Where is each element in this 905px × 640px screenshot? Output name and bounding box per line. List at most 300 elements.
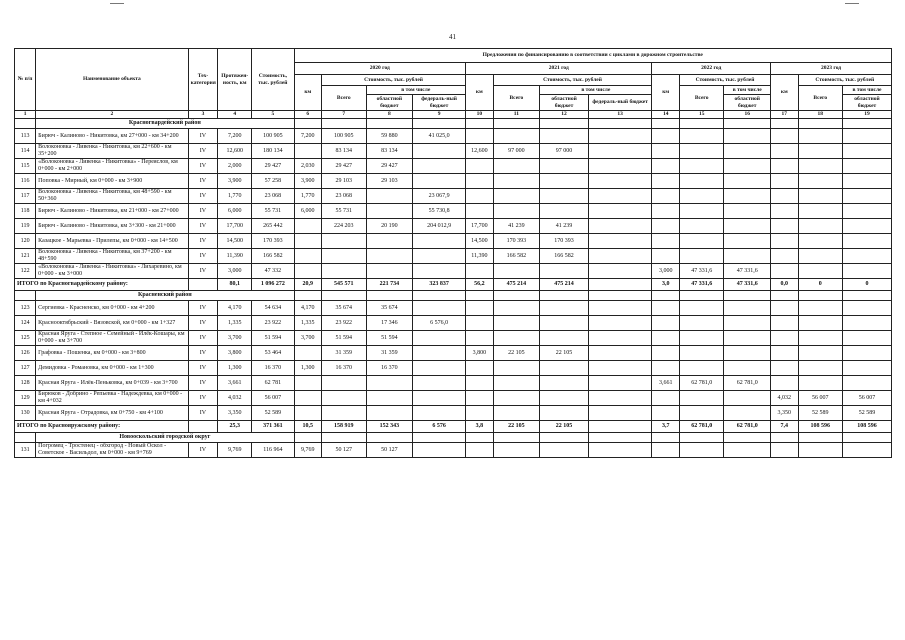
table-cell xyxy=(679,331,723,346)
table-cell xyxy=(724,391,771,406)
object-name: Бирюч - Калиново - Никитовка, км 3+300 - км 21+000 xyxy=(36,219,188,234)
table-cell xyxy=(679,443,723,458)
table-row xyxy=(15,159,892,174)
table-cell: 7,200 xyxy=(218,129,252,144)
table-cell: IV xyxy=(188,391,218,406)
table-cell: 51 594 xyxy=(322,331,366,346)
district-total-row xyxy=(15,279,892,291)
scan-mark xyxy=(845,3,859,4)
district-total-row xyxy=(15,421,892,433)
table-cell xyxy=(679,174,723,189)
table-cell xyxy=(652,316,680,331)
table-cell xyxy=(724,249,771,264)
table-cell: 17,700 xyxy=(466,219,494,234)
table-cell xyxy=(652,361,680,376)
table-cell xyxy=(493,376,540,391)
table-cell xyxy=(843,443,892,458)
table-cell: 6 576,0 xyxy=(413,316,466,331)
total-cell: 221 734 xyxy=(366,279,413,291)
table-cell: 3,900 xyxy=(218,174,252,189)
table-cell xyxy=(679,219,723,234)
table-cell: 56 007 xyxy=(843,391,892,406)
header-including: в том числе xyxy=(540,86,652,95)
table-cell xyxy=(466,264,494,279)
total-cell: 80,1 xyxy=(218,279,252,291)
table-cell xyxy=(771,144,799,159)
table-cell: 3,000 xyxy=(652,264,680,279)
table-cell: 23 067,9 xyxy=(413,189,466,204)
table-cell: IV xyxy=(188,189,218,204)
column-number: 17 xyxy=(771,111,799,119)
table-cell xyxy=(771,129,799,144)
table-cell xyxy=(493,204,540,219)
table-cell xyxy=(724,331,771,346)
table-row xyxy=(15,264,892,279)
table-cell xyxy=(588,316,652,331)
object-name: Красная Яруга - Отрадовка, км 0+750 - км 4+100 xyxy=(36,406,188,421)
table-cell: 100 905 xyxy=(252,129,294,144)
column-number: 16 xyxy=(724,111,771,119)
row-number: 125 xyxy=(15,331,36,346)
table-cell xyxy=(466,129,494,144)
table-cell xyxy=(294,346,322,361)
table-cell xyxy=(679,346,723,361)
table-cell xyxy=(771,264,799,279)
table-cell: 4,032 xyxy=(218,391,252,406)
header-cost-2022: Стоимость, тыс. рублей xyxy=(679,75,770,86)
table-cell: 6,000 xyxy=(294,204,322,219)
table-cell: 4,170 xyxy=(294,301,322,316)
table-cell xyxy=(588,249,652,264)
table-cell xyxy=(588,391,652,406)
table-cell xyxy=(322,264,366,279)
column-number: 13 xyxy=(588,111,652,119)
table-cell: 62 781,0 xyxy=(724,376,771,391)
row-number: 124 xyxy=(15,316,36,331)
table-cell: 3,350 xyxy=(218,406,252,421)
table-cell xyxy=(652,301,680,316)
table-cell xyxy=(652,159,680,174)
total-cell: 6 576 xyxy=(413,421,466,433)
row-number: 113 xyxy=(15,129,36,144)
table-cell xyxy=(588,264,652,279)
total-cell: 158 919 xyxy=(322,421,366,433)
table-row xyxy=(15,331,892,346)
row-number: 119 xyxy=(15,219,36,234)
table-cell xyxy=(798,301,842,316)
table-cell xyxy=(294,249,322,264)
table-cell: IV xyxy=(188,129,218,144)
table-row xyxy=(15,346,892,361)
total-cell: 47 331,6 xyxy=(724,279,771,291)
object-name: Красная Яруга - Илёк-Пеньковка, км 0+039 - км 3+700 xyxy=(36,376,188,391)
table-cell xyxy=(724,174,771,189)
road-financing-table xyxy=(14,48,892,458)
total-cell: 56,2 xyxy=(466,279,494,291)
table-cell xyxy=(466,406,494,421)
table-cell xyxy=(540,204,589,219)
column-number: 14 xyxy=(652,111,680,119)
row-number: 123 xyxy=(15,301,36,316)
table-cell: 97 000 xyxy=(493,144,540,159)
total-cell: 152 343 xyxy=(366,421,413,433)
table-cell xyxy=(294,376,322,391)
table-cell xyxy=(724,204,771,219)
table-cell xyxy=(679,189,723,204)
table-cell xyxy=(771,346,799,361)
table-cell xyxy=(679,144,723,159)
table-cell xyxy=(466,391,494,406)
object-name: «Волоконовка - Ливенка - Никитовка» - Переяслов, км 0+000 - км 2+000 xyxy=(36,159,188,174)
table-cell: 55 730,8 xyxy=(413,204,466,219)
table-cell: 3,661 xyxy=(652,376,680,391)
header-regional: областной бюджет xyxy=(843,95,892,111)
table-cell xyxy=(493,443,540,458)
table-cell: 265 442 xyxy=(252,219,294,234)
table-cell xyxy=(652,129,680,144)
table-cell xyxy=(413,331,466,346)
table-cell: IV xyxy=(188,406,218,421)
row-number: 127 xyxy=(15,361,36,376)
table-cell xyxy=(652,204,680,219)
table-cell: IV xyxy=(188,219,218,234)
column-number-row xyxy=(15,111,892,119)
header-proposals: Предложения по финансированию в соответствии с циклами в дорожном строительстве xyxy=(294,49,891,63)
table-cell: IV xyxy=(188,301,218,316)
header-total: Всего xyxy=(493,86,540,111)
header-cost: Стоимость, тыс. рублей xyxy=(252,49,294,111)
table-cell xyxy=(493,301,540,316)
header-year-2020: 2020 год xyxy=(294,63,466,75)
table-cell xyxy=(413,391,466,406)
header-category: Тех-категория xyxy=(188,49,218,111)
table-cell: 22 105 xyxy=(540,346,589,361)
table-cell: 52 589 xyxy=(252,406,294,421)
table-cell xyxy=(652,174,680,189)
table-cell xyxy=(493,406,540,421)
table-cell xyxy=(493,189,540,204)
table-cell xyxy=(798,376,842,391)
header-name: Наименование объекта xyxy=(36,49,188,111)
table-cell: 3,700 xyxy=(294,331,322,346)
table-row xyxy=(15,391,892,406)
table-cell: IV xyxy=(188,234,218,249)
table-cell: IV xyxy=(188,443,218,458)
table-cell: 47 331,6 xyxy=(724,264,771,279)
total-cell: 108 596 xyxy=(843,421,892,433)
table-cell xyxy=(843,189,892,204)
table-cell xyxy=(679,234,723,249)
table-cell: 17 346 xyxy=(366,316,413,331)
row-number: 114 xyxy=(15,144,36,159)
header-cost-2020: Стоимость, тыс. рублей xyxy=(322,75,466,86)
table-cell: 16 370 xyxy=(252,361,294,376)
table-cell: 11,390 xyxy=(218,249,252,264)
table-cell xyxy=(466,376,494,391)
table-cell xyxy=(493,316,540,331)
total-cell: 323 837 xyxy=(413,279,466,291)
table-cell xyxy=(798,189,842,204)
table-cell xyxy=(798,144,842,159)
table-cell xyxy=(771,219,799,234)
table-cell xyxy=(366,376,413,391)
table-cell: 12,600 xyxy=(466,144,494,159)
table-cell xyxy=(413,346,466,361)
total-cell: 475 214 xyxy=(540,279,589,291)
district-name: Красногвардейский район xyxy=(36,119,294,129)
table-cell xyxy=(588,219,652,234)
table-cell: 35 674 xyxy=(366,301,413,316)
table-cell: 52 589 xyxy=(798,406,842,421)
table-cell: 1,300 xyxy=(294,361,322,376)
table-cell xyxy=(413,301,466,316)
header-total: Всего xyxy=(322,86,366,111)
table-cell: 57 258 xyxy=(252,174,294,189)
table-row xyxy=(15,144,892,159)
table-cell: 55 731 xyxy=(322,204,366,219)
object-name: Графовка - Пошенка, км 0+000 - км 3+800 xyxy=(36,346,188,361)
table-cell xyxy=(588,301,652,316)
table-cell: 224 203 xyxy=(322,219,366,234)
table-cell: 20 190 xyxy=(366,219,413,234)
table-cell: 9,769 xyxy=(218,443,252,458)
table-cell: 41 239 xyxy=(493,219,540,234)
table-cell xyxy=(798,159,842,174)
total-cell: 62 781,0 xyxy=(679,421,723,433)
object-name: Казацкое - Марьевка - Прилепы, км 0+000 - км 14+500 xyxy=(36,234,188,249)
table-cell xyxy=(413,159,466,174)
total-cell: 0 xyxy=(798,279,842,291)
road-financing-table-wrapper xyxy=(14,48,892,458)
table-cell xyxy=(679,204,723,219)
total-cell: 22 105 xyxy=(493,421,540,433)
column-number: 7 xyxy=(322,111,366,119)
table-cell xyxy=(798,331,842,346)
table-cell: 2,000 xyxy=(218,159,252,174)
table-cell xyxy=(771,361,799,376)
column-number: 11 xyxy=(493,111,540,119)
table-row xyxy=(15,204,892,219)
table-cell xyxy=(493,264,540,279)
header-total: Всего xyxy=(798,86,842,111)
table-cell xyxy=(798,264,842,279)
table-cell xyxy=(540,264,589,279)
table-row xyxy=(15,189,892,204)
total-cell: 0 xyxy=(843,279,892,291)
table-cell xyxy=(588,331,652,346)
scan-mark xyxy=(110,3,124,4)
table-cell xyxy=(466,204,494,219)
table-cell: IV xyxy=(188,361,218,376)
table-cell xyxy=(413,264,466,279)
table-row xyxy=(15,129,892,144)
table-cell xyxy=(771,204,799,219)
total-cell: 7,4 xyxy=(771,421,799,433)
table-cell xyxy=(798,361,842,376)
table-cell xyxy=(652,144,680,159)
table-cell: 47 331,6 xyxy=(679,264,723,279)
table-cell: 51 594 xyxy=(366,331,413,346)
table-cell: 62 781 xyxy=(252,376,294,391)
table-row xyxy=(15,301,892,316)
table-cell xyxy=(771,331,799,346)
table-cell: 170 393 xyxy=(252,234,294,249)
table-row xyxy=(15,406,892,421)
table-cell: 29 427 xyxy=(366,159,413,174)
header-km: км xyxy=(466,75,494,111)
table-cell: 16 370 xyxy=(322,361,366,376)
column-number: 1 xyxy=(15,111,36,119)
table-cell xyxy=(322,376,366,391)
table-cell xyxy=(493,361,540,376)
table-cell xyxy=(493,129,540,144)
table-cell xyxy=(652,219,680,234)
table-cell xyxy=(724,129,771,144)
table-cell xyxy=(413,376,466,391)
table-cell xyxy=(466,159,494,174)
table-cell: 22 105 xyxy=(493,346,540,361)
table-cell xyxy=(540,159,589,174)
table-row xyxy=(15,443,892,458)
table-cell: 2,030 xyxy=(294,159,322,174)
table-cell xyxy=(652,346,680,361)
table-cell xyxy=(294,234,322,249)
table-cell: 83 134 xyxy=(322,144,366,159)
object-name: Погромец - Тростенец - обхгород - Новый Оскол - Советское - Васильдол, км 0+000 - км 9+769 xyxy=(36,443,188,458)
object-name: Волоконовка - Ливенка - Никитовка, км 37+200 - км 48+590 xyxy=(36,249,188,264)
total-cell: 475 214 xyxy=(493,279,540,291)
table-cell xyxy=(588,443,652,458)
object-name: Бирюч - Калиново - Никитовка, км 27+000 - км 34+200 xyxy=(36,129,188,144)
table-cell xyxy=(588,174,652,189)
table-cell xyxy=(679,159,723,174)
header-regional: областной бюджет xyxy=(540,95,589,111)
table-cell xyxy=(413,174,466,189)
table-cell: 4,170 xyxy=(218,301,252,316)
total-cell: 10,5 xyxy=(294,421,322,433)
table-cell xyxy=(724,144,771,159)
header-regional: областной бюджет xyxy=(724,95,771,111)
table-cell: IV xyxy=(188,331,218,346)
table-cell: 50 127 xyxy=(322,443,366,458)
header-length: Протяжен-ность, км xyxy=(218,49,252,111)
table-cell: 41 025,0 xyxy=(413,129,466,144)
column-number: 18 xyxy=(798,111,842,119)
table-cell xyxy=(322,234,366,249)
table-cell xyxy=(679,361,723,376)
table-row xyxy=(15,174,892,189)
total-cell xyxy=(188,279,218,291)
table-cell xyxy=(679,301,723,316)
table-cell: IV xyxy=(188,204,218,219)
table-cell xyxy=(366,249,413,264)
table-cell: 3,700 xyxy=(218,331,252,346)
table-cell xyxy=(466,174,494,189)
table-cell xyxy=(294,144,322,159)
table-cell: 3,800 xyxy=(466,346,494,361)
total-cell: 47 331,6 xyxy=(679,279,723,291)
row-number: 121 xyxy=(15,249,36,264)
table-cell xyxy=(724,361,771,376)
table-cell: IV xyxy=(188,159,218,174)
header-cost-2021: Стоимость, тыс. рублей xyxy=(493,75,652,86)
table-cell xyxy=(540,376,589,391)
table-cell: 23 922 xyxy=(252,316,294,331)
table-cell xyxy=(724,189,771,204)
table-cell xyxy=(322,391,366,406)
header-federal: федераль-ный бюджет xyxy=(588,95,652,111)
table-cell: 12,600 xyxy=(218,144,252,159)
column-number: 10 xyxy=(466,111,494,119)
table-cell: IV xyxy=(188,376,218,391)
total-label: ИТОГО по Краснояружскому району: xyxy=(15,421,189,433)
column-number: 6 xyxy=(294,111,322,119)
table-cell xyxy=(843,219,892,234)
table-row xyxy=(15,376,892,391)
table-cell xyxy=(588,234,652,249)
table-cell xyxy=(843,159,892,174)
table-cell xyxy=(540,331,589,346)
total-cell xyxy=(188,421,218,433)
object-name: Поповка - Мирный, км 0+000 - км 3+900 xyxy=(36,174,188,189)
table-cell: 83 134 xyxy=(366,144,413,159)
table-cell xyxy=(843,264,892,279)
table-cell: 29 427 xyxy=(322,159,366,174)
table-row xyxy=(15,249,892,264)
table-cell: 31 359 xyxy=(322,346,366,361)
object-name: Волоконовка - Ливенка - Никитовка, км 22+600 - км 35+200 xyxy=(36,144,188,159)
table-row xyxy=(15,316,892,331)
table-cell: 9,769 xyxy=(294,443,322,458)
table-cell xyxy=(588,406,652,421)
table-cell: 23 068 xyxy=(322,189,366,204)
table-cell xyxy=(322,406,366,421)
table-cell xyxy=(771,249,799,264)
table-cell: 47 332 xyxy=(252,264,294,279)
object-name: Краснооктябрьский - Вязовской, км 0+000 - км 1+327 xyxy=(36,316,188,331)
header-cost-2023: Стоимость, тыс. рублей xyxy=(798,75,891,86)
table-cell xyxy=(588,361,652,376)
column-number: 5 xyxy=(252,111,294,119)
row-number: 128 xyxy=(15,376,36,391)
table-cell: 59 880 xyxy=(366,129,413,144)
table-cell xyxy=(493,331,540,346)
table-row xyxy=(15,219,892,234)
table-cell xyxy=(724,159,771,174)
total-cell: 3,0 xyxy=(652,279,680,291)
table-cell xyxy=(771,234,799,249)
table-cell xyxy=(540,301,589,316)
table-cell xyxy=(588,204,652,219)
table-cell xyxy=(798,234,842,249)
table-cell: 4,032 xyxy=(771,391,799,406)
table-cell: 17,700 xyxy=(218,219,252,234)
table-cell xyxy=(798,249,842,264)
table-cell: 3,661 xyxy=(218,376,252,391)
row-number: 131 xyxy=(15,443,36,458)
table-cell xyxy=(366,234,413,249)
table-cell xyxy=(843,174,892,189)
table-cell: 1,770 xyxy=(218,189,252,204)
table-cell xyxy=(294,219,322,234)
table-cell: IV xyxy=(188,346,218,361)
total-cell: 545 571 xyxy=(322,279,366,291)
table-cell xyxy=(724,346,771,361)
table-cell xyxy=(588,346,652,361)
table-cell xyxy=(493,174,540,189)
table-cell xyxy=(724,316,771,331)
total-cell xyxy=(588,279,652,291)
